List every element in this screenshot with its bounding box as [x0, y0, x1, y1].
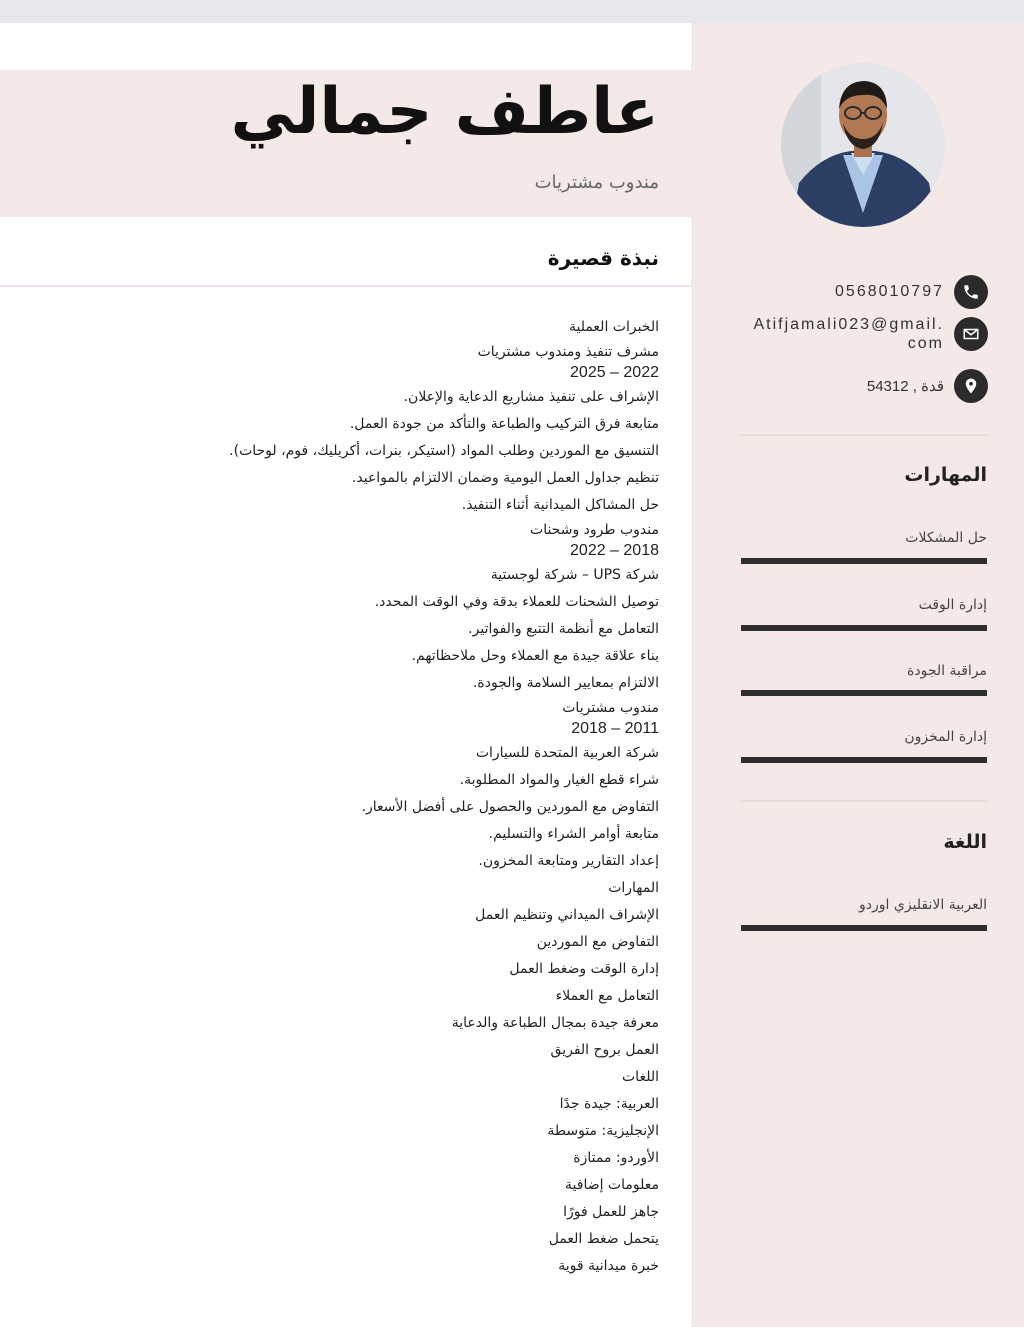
- skill-bar-fill: [741, 757, 987, 763]
- list-item: مندوب مشتريات: [562, 700, 659, 716]
- list-item: خبرة ميدانية قوية: [558, 1258, 659, 1274]
- experience-list: [139, 314, 659, 1280]
- skill-bar: [741, 757, 987, 763]
- list-item: الأوردو: ممتازة: [573, 1150, 659, 1166]
- list-item: شركة UPS – شركة لوجستية: [490, 567, 659, 583]
- skill-bar-fill: [741, 690, 987, 696]
- list-item: المهارات: [608, 880, 659, 896]
- email-icon: [954, 317, 988, 351]
- list-item: الإشراف الميداني وتنظيم العمل: [475, 907, 659, 923]
- skill-label: إدارة الوقت: [918, 597, 987, 613]
- job-title: مندوب مشتريات: [534, 172, 659, 193]
- sidebar-divider: [741, 800, 987, 802]
- language-heading: اللغة: [943, 831, 987, 853]
- section-title-bio: نبذة قصيرة: [547, 246, 659, 270]
- list-item: شركة العربية المتحدة للسيارات: [475, 745, 659, 761]
- list-item: العمل بروح الفريق: [550, 1042, 659, 1058]
- list-item: إعداد التقارير ومتابعة المخزون.: [478, 853, 659, 869]
- phone-icon: [954, 275, 988, 309]
- list-item: الإنجليزية: متوسطة: [547, 1123, 659, 1139]
- list-item: تنظيم جداول العمل اليومية وضمان الالتزام بالمواعيد.: [351, 470, 659, 486]
- person-name: عاطف جمالي: [230, 75, 659, 149]
- profile-photo: [781, 63, 945, 227]
- list-item: حل المشاكل الميدانية أثناء التنفيذ.: [461, 497, 659, 513]
- list-item: التنسيق مع الموردين وطلب المواد (استيكر، بنرات، أكريليك، فوم، لوحات).: [229, 443, 659, 459]
- language-bar: [741, 925, 987, 931]
- list-item: جاهز للعمل فورًا: [563, 1204, 659, 1220]
- list-item: مشرف تنفيذ ومندوب مشتريات: [477, 344, 659, 360]
- list-item: شراء قطع الغيار والمواد المطلوبة.: [459, 772, 659, 788]
- list-item: اللغات: [622, 1069, 659, 1085]
- list-item: معلومات إضافية: [565, 1177, 659, 1193]
- skills-heading: المهارات: [904, 464, 987, 486]
- contact-phone: [835, 275, 988, 309]
- skill-bar: [741, 690, 987, 696]
- address: قدة , 54312: [866, 378, 944, 395]
- list-item: إدارة الوقت وضغط العمل: [509, 961, 659, 977]
- contact-email: [753, 315, 988, 353]
- phone-number: 0568010797: [835, 283, 944, 300]
- list-item: الإشراف على تنفيذ مشاريع الدعاية والإعلان.: [403, 389, 659, 405]
- list-item-date: 2018 – 2022: [570, 542, 659, 559]
- list-item: متابعة أوامر الشراء والتسليم.: [488, 826, 659, 842]
- skill-bar: [741, 625, 987, 631]
- language-bar-fill: [741, 925, 987, 931]
- list-item: التعامل مع العملاء: [555, 988, 659, 1004]
- skill-label: حل المشكلات: [905, 530, 987, 546]
- skill-label: مراقبة الجودة: [907, 663, 987, 679]
- list-item: مندوب طرود وشحنات: [530, 522, 659, 538]
- email-address: Atifjamali023@gmail. com: [753, 316, 944, 352]
- skill-label: إدارة المخزون: [904, 729, 987, 745]
- sidebar-divider: [741, 434, 987, 436]
- list-item: يتحمل ضغط العمل: [548, 1231, 659, 1247]
- list-item: متابعة فرق التركيب والطباعة والتأكد من جودة العمل.: [349, 416, 659, 432]
- section-divider: [0, 285, 691, 287]
- list-item-date: 2011 – 2018: [571, 720, 659, 737]
- list-item-date: 2022 – 2025: [570, 364, 659, 381]
- top-bar: [0, 0, 1024, 23]
- list-item: الخبرات العملية: [568, 319, 659, 335]
- contact-address: [867, 369, 988, 403]
- list-item: توصيل الشحنات للعملاء بدقة وفي الوقت المحدد.: [374, 594, 659, 610]
- skill-bar: [741, 558, 987, 564]
- language-label: العربية الانقليزي اوردو: [859, 897, 987, 913]
- skill-bar-fill: [741, 625, 987, 631]
- list-item: بناء علاقة جيدة مع العملاء وحل ملاحظاتهم.: [411, 648, 659, 664]
- list-item: العربية: جيدة جدًا: [559, 1096, 659, 1112]
- list-item: التفاوض مع الموردين والحصول على أفضل الأسعار.: [361, 799, 659, 815]
- list-item: معرفة جيدة بمجال الطباعة والدعاية: [451, 1015, 659, 1031]
- list-item: الالتزام بمعايير السلامة والجودة.: [472, 675, 659, 691]
- skill-bar-fill: [741, 558, 987, 564]
- location-pin-icon: [954, 369, 988, 403]
- list-item: التعامل مع أنظمة التتبع والفواتير.: [468, 621, 659, 637]
- list-item: التفاوض مع الموردين: [536, 934, 659, 950]
